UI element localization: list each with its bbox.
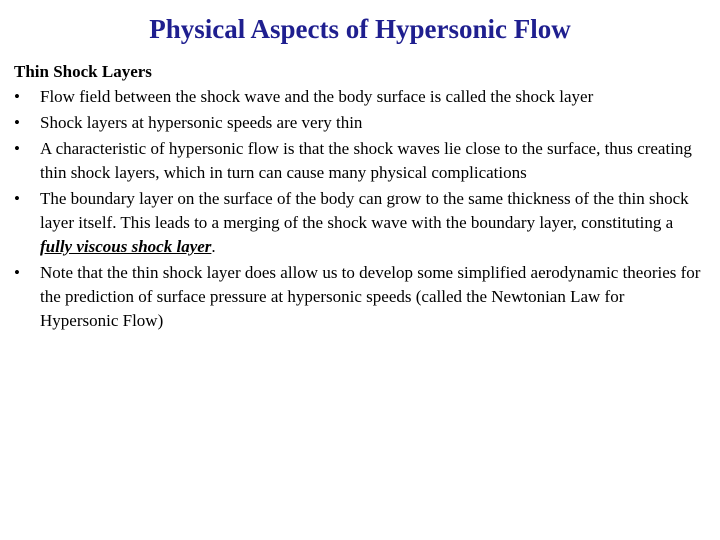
bullet-item-shock-layer-definition: [14, 85, 704, 109]
bullet-text: [40, 189, 689, 256]
bullet-text: Shock layers at hypersonic speeds are very thin: [40, 113, 363, 132]
bullet-text: Flow field between the shock wave and the body surface is called the shock layer: [40, 87, 594, 106]
bullet-item-boundary-layer: [14, 187, 704, 259]
bullet-list: [14, 85, 704, 333]
emphasized-term: fully viscous shock layer: [40, 237, 212, 256]
slide-content: [14, 60, 704, 335]
bullet-text: Note that the thin shock layer does allow us to develop some simplified aerodynamic theories for the prediction of surface pressure at hypersonic speeds (called the Newtonian Law for Hypersonic Flow): [40, 263, 701, 330]
bullet-text: A characteristic of hypersonic flow is that the shock waves lie close to the surface, thus creating thin shock layers, which in turn can cause many physical complications: [40, 139, 692, 182]
bullet-mark: •: [14, 189, 20, 208]
bullet-mark: •: [14, 139, 20, 158]
bullet-mark: •: [14, 113, 20, 132]
bullet-mark: •: [14, 87, 20, 106]
bullet-item-thin-layers: [14, 111, 704, 135]
bullet-mark: •: [14, 263, 20, 282]
bullet-text-after: .: [211, 237, 216, 256]
section-heading: Thin Shock Layers: [14, 62, 152, 81]
bullet-item-newtonian-law: [14, 261, 704, 333]
slide-title: Physical Aspects of Hypersonic Flow: [149, 14, 571, 44]
bullet-item-characteristic: [14, 137, 704, 185]
bullet-text-before: The boundary layer on the surface of the body can grow to the same thickness of the thin shock layer itself. This leads to a merging of the shock wave with the boundary layer, constituting a: [40, 189, 689, 232]
